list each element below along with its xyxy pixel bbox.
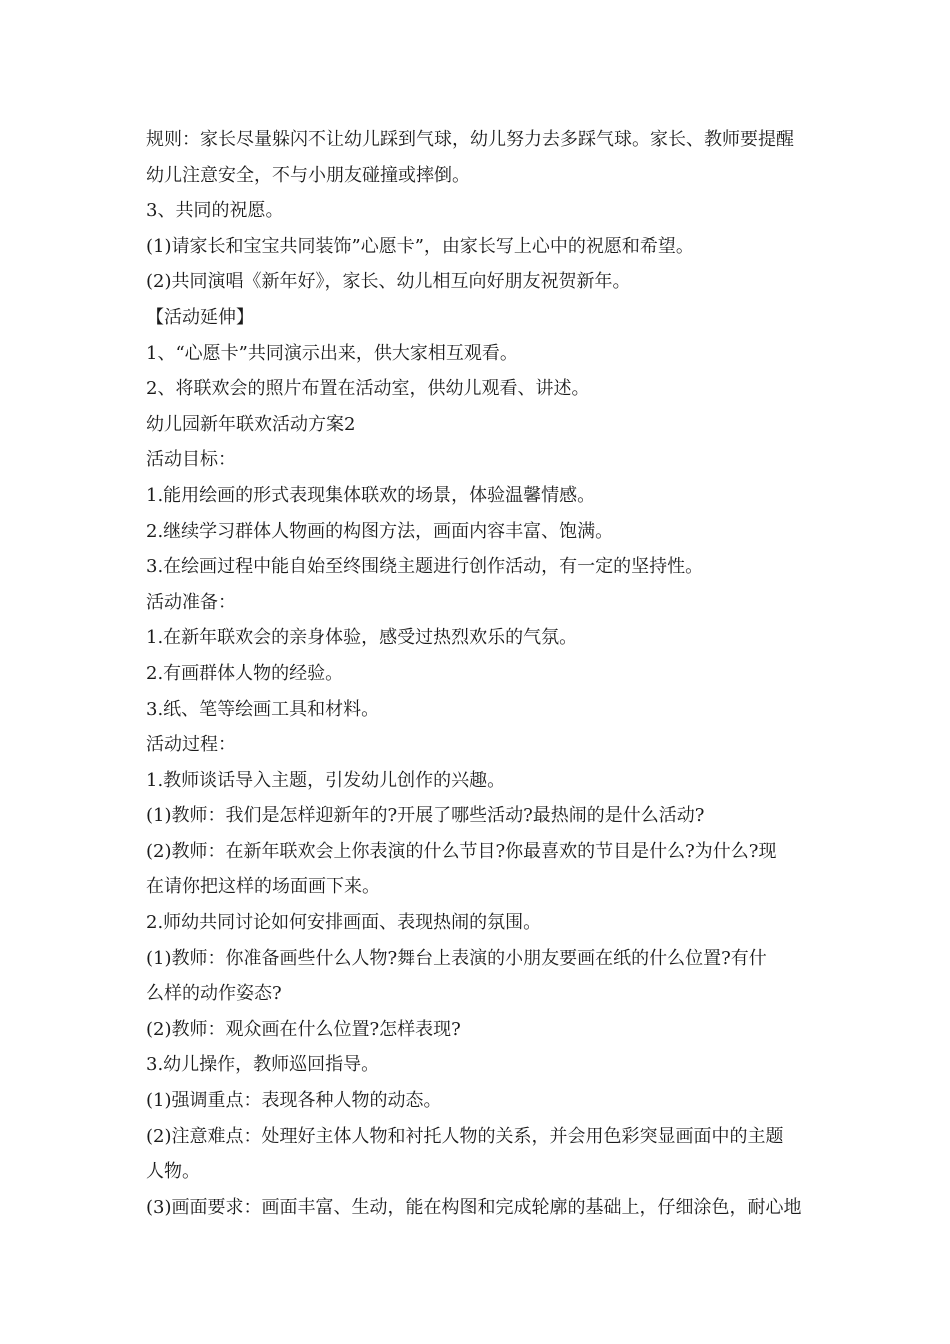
section-heading: 活动目标： [146, 449, 236, 471]
text-line: (3)画面要求：画面丰富、生动，能在构图和完成轮廓的基础上，仔细涂色，耐心地 [146, 1196, 802, 1218]
text-line: 2.师幼共同讨论如何安排画面、表现热闹的氛围。 [146, 912, 542, 934]
text-line: (1)请家长和宝宝共同装饰”心愿卡”，由家长写上心中的祝愿和希望。 [146, 235, 694, 257]
text-line: 2.有画群体人物的经验。 [146, 662, 344, 684]
text-line: (1)教师：我们是怎样迎新年的?开展了哪些活动?最热闹的是什么活动? [146, 805, 705, 827]
text-line: (1)教师：你准备画些什么人物?舞台上表演的小朋友要画在纸的什么位置?有什 [146, 947, 767, 969]
text-line: 幼儿注意安全，不与小朋友碰撞或摔倒。 [146, 164, 470, 186]
text-line: 在请你把这样的场面画下来。 [146, 876, 380, 898]
text-line: 3.在绘画过程中能自始至终围绕主题进行创作活动，有一定的坚持性。 [146, 556, 704, 578]
document-body [146, 122, 812, 1225]
text-line: 规则：家长尽量躲闪不让幼儿踩到气球，幼儿努力去多踩气球。家长、教师要提醒 [146, 129, 794, 150]
text-line: 么样的动作姿态? [146, 983, 282, 1005]
text-line: 1.能用绘画的形式表现集体联欢的场景，体验温馨情感。 [146, 484, 596, 506]
text-line: 3.幼儿操作，教师巡回指导。 [146, 1054, 380, 1076]
text-line: (2)共同演唱《新年好》，家长、幼儿相互向好朋友祝贺新年。 [146, 271, 631, 293]
text-line: 3、共同的祝愿。 [146, 200, 284, 222]
text-line: 2、将联欢会的照片布置在活动室，供幼儿观看、讲述。 [146, 378, 590, 400]
text-line: (2)教师：观众画在什么位置?怎样表现? [146, 1018, 461, 1040]
text-line: 人物。 [146, 1161, 200, 1183]
text-line: 1、“心愿卡”共同演示出来，供大家相互观看。 [146, 342, 518, 364]
text-line: 1.在新年联欢会的亲身体验，感受过热烈欢乐的气氛。 [146, 627, 578, 649]
text-line: 1.教师谈话导入主题，引发幼儿创作的兴趣。 [146, 769, 506, 791]
text-line: (2)注意难点：处理好主体人物和衬托人物的关系，并会用色彩突显画面中的主题 [146, 1125, 784, 1147]
text-line: (1)强调重点：表现各种人物的动态。 [146, 1090, 442, 1112]
section-heading: 【活动延伸】 [146, 306, 254, 328]
text-line: 2.继续学习群体人物画的构图方法，画面内容丰富、饱满。 [146, 520, 614, 542]
section-heading: 活动过程： [146, 734, 236, 756]
section-heading: 活动准备： [146, 591, 236, 613]
text-line: (2)教师：在新年联欢会上你表演的什么节目?你最喜欢的节目是什么?为什么?现 [146, 840, 777, 862]
plan-title: 幼儿园新年联欢活动方案2 [146, 413, 356, 435]
text-line: 3.纸、笔等绘画工具和材料。 [146, 698, 380, 720]
